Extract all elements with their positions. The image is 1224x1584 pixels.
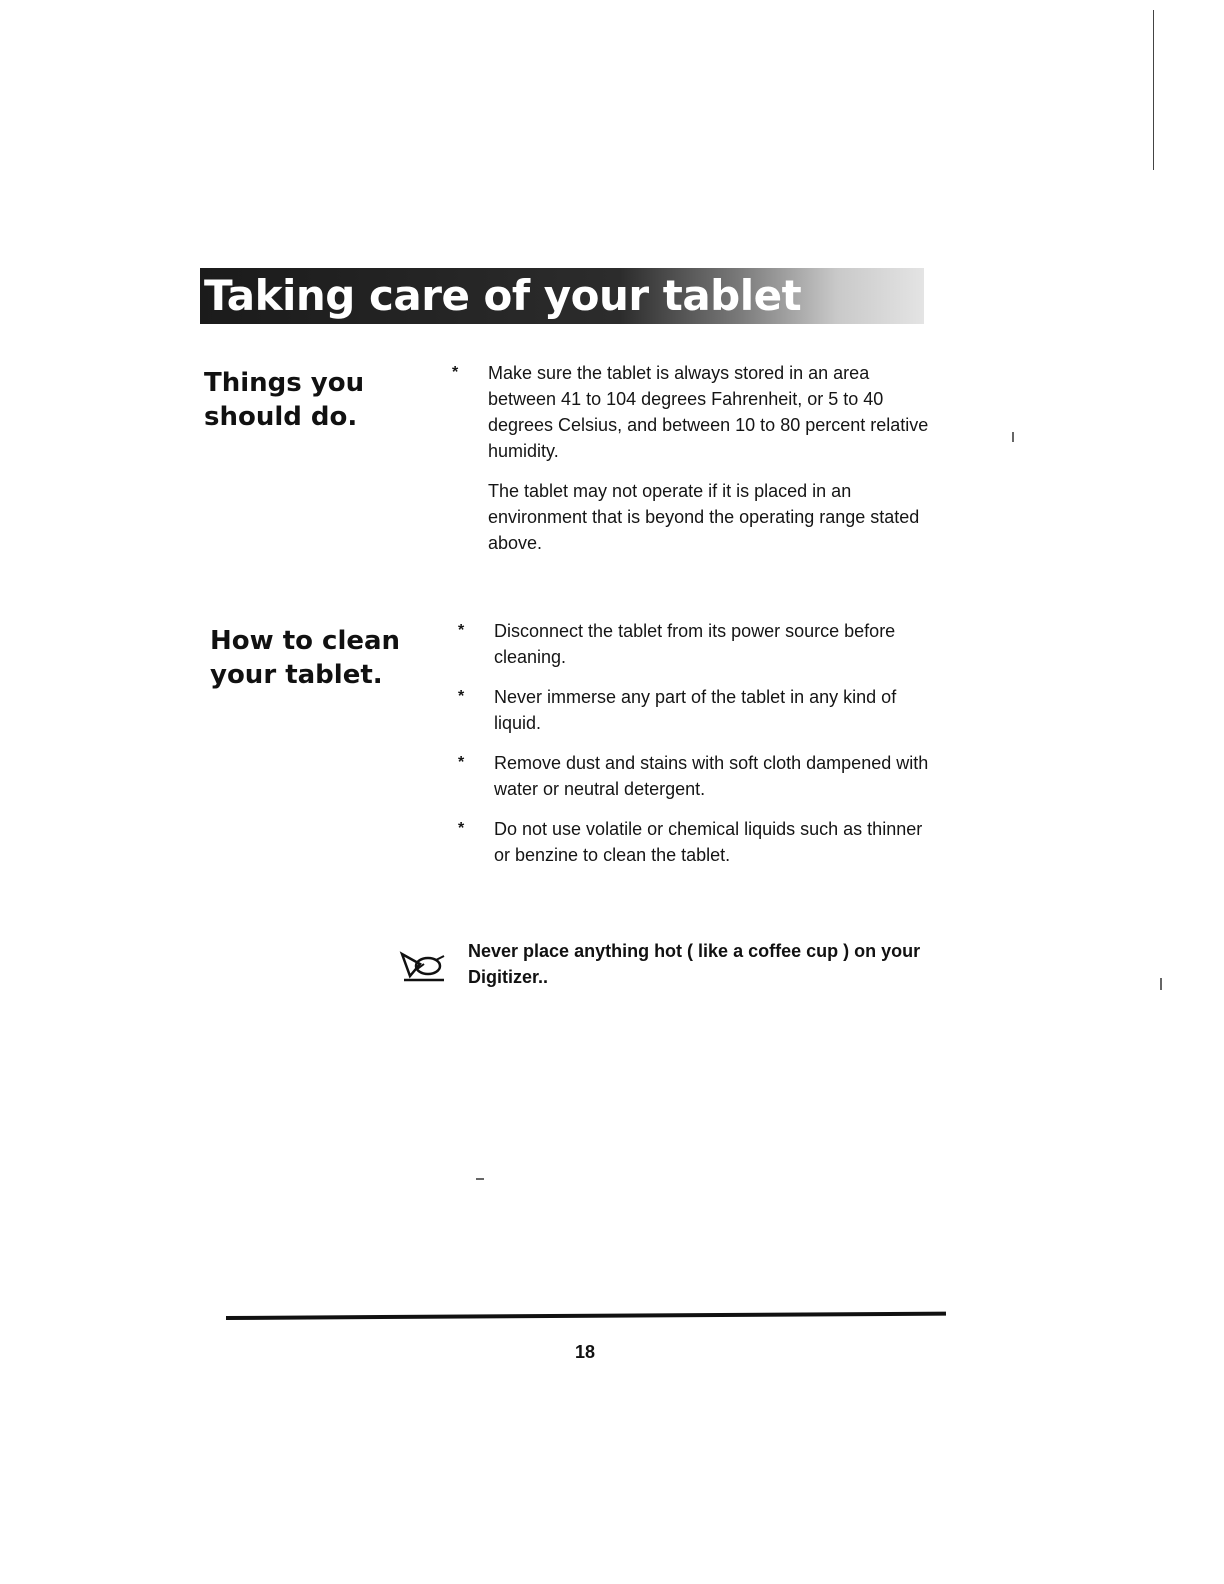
hand-writing-icon <box>398 944 448 984</box>
list-item: * Do not use volatile or chemical liquids such as thinner or benzine to clean the tablet. <box>458 816 938 868</box>
bullet-icon: * <box>452 364 459 381</box>
page-title: Taking care of your tablet <box>204 271 802 320</box>
bullet-icon: * <box>458 688 465 705</box>
cleaning-instructions-list <box>458 618 938 882</box>
things-to-do-list <box>452 360 932 556</box>
bullet-icon: * <box>458 754 465 771</box>
scan-edge-mark <box>1153 10 1154 170</box>
scan-speck <box>1160 978 1162 990</box>
list-item: * Make sure the tablet is always stored in an area between 41 to 104 degrees Fahrenheit, or 5 to 40 degrees Celsius, and between 10 to 80 percent relative humidity. <box>452 360 932 464</box>
page-number: 18 <box>574 1342 596 1362</box>
bullet-icon: * <box>458 622 465 639</box>
heading-how-to-clean: How to clean your tablet. <box>210 626 401 690</box>
paragraph: The tablet may not operate if it is placed in an environment that is beyond the operating range stated above. <box>488 481 920 553</box>
list-item: * Never immerse any part of the tablet in any kind of liquid. <box>458 684 938 736</box>
note-text: Never place anything hot ( like a coffee cup ) on your Digitizer.. <box>468 941 921 987</box>
scan-speck <box>1012 432 1014 442</box>
list-item: * Remove dust and stains with soft cloth dampened with water or neutral detergent. <box>458 750 938 802</box>
bullet-icon: * <box>458 820 465 837</box>
heading-things-you-should-do: Things you should do. <box>204 368 365 432</box>
section-banner <box>200 268 924 324</box>
footer-divider <box>226 1312 946 1320</box>
scan-speck <box>476 1178 484 1180</box>
list-item: * Disconnect the tablet from its power source before cleaning. <box>458 618 938 670</box>
